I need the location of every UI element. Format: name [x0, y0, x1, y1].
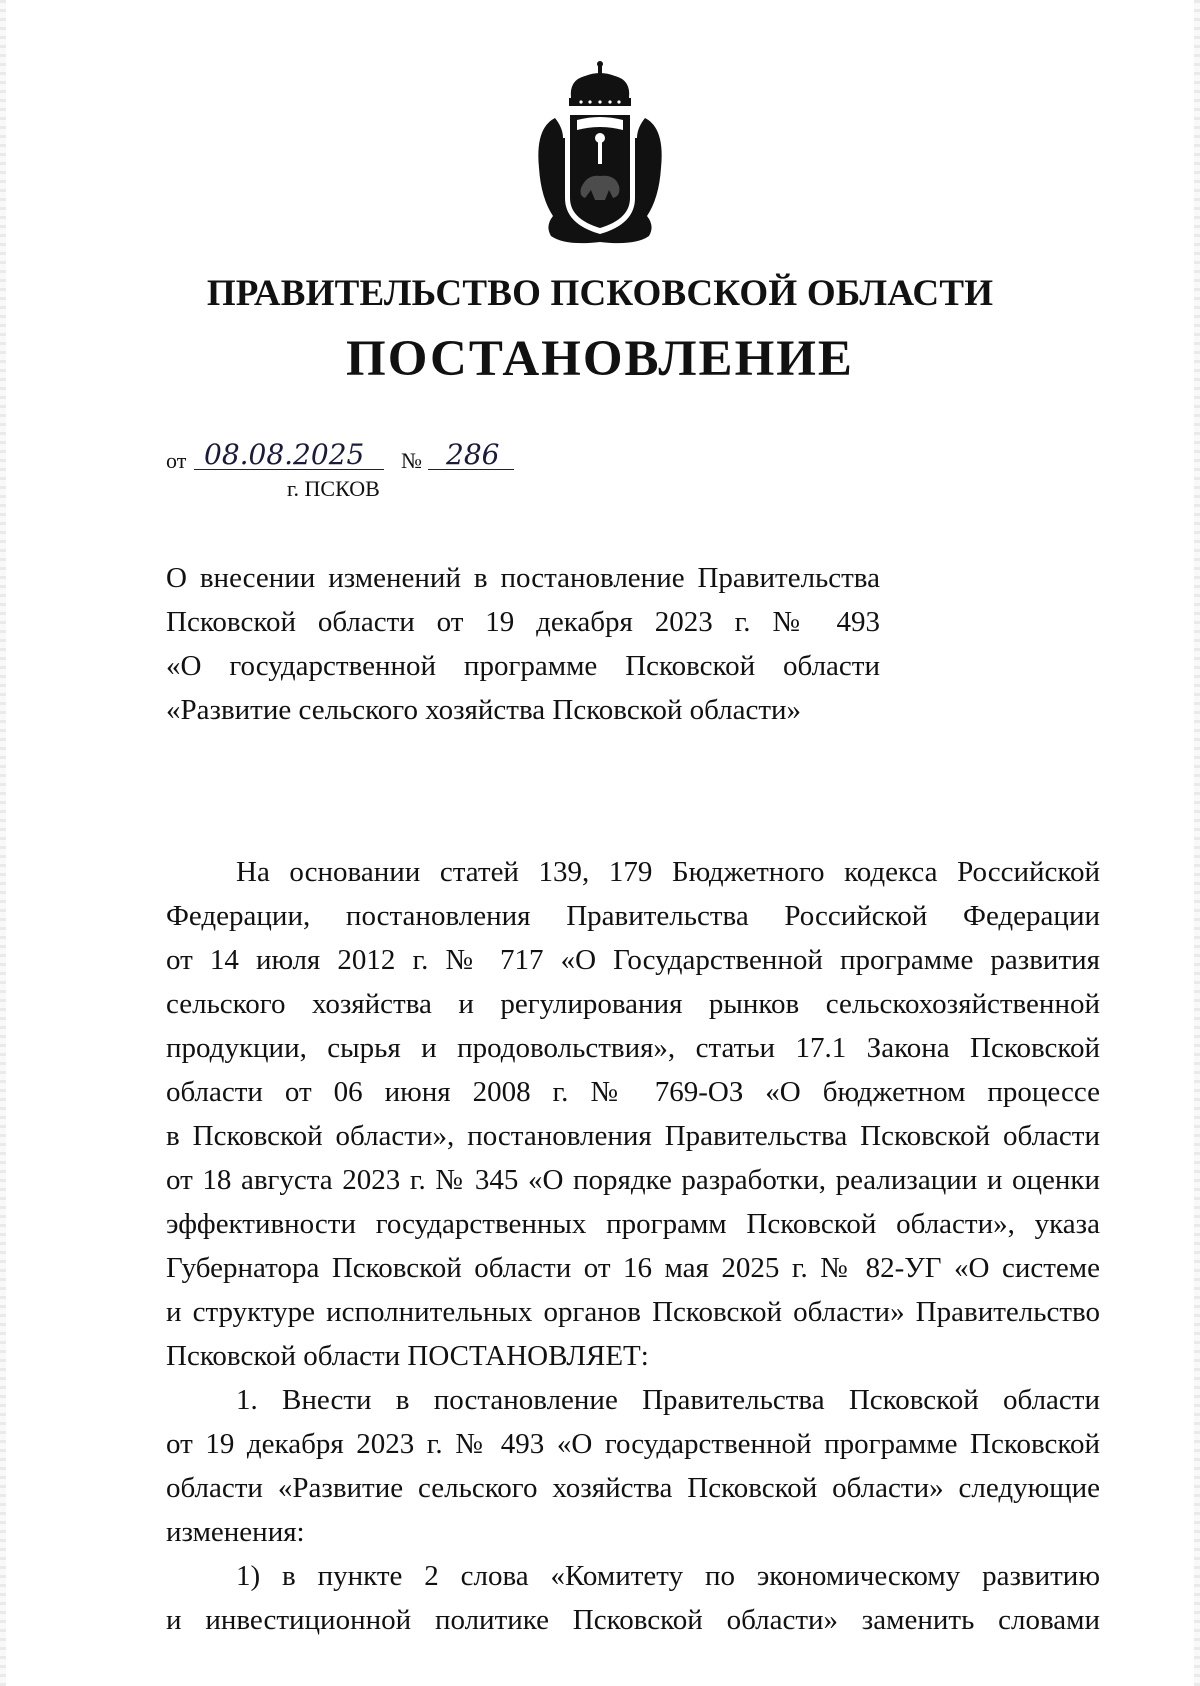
body-line: изменения:	[166, 1516, 305, 1548]
body-line: Губернатора Псковской области от 16 мая 2025 г. № 82-УГ «О системе	[166, 1252, 1100, 1284]
document-city: г. ПСКОВ	[287, 476, 380, 501]
document-body	[166, 850, 1100, 1642]
body-line: области от 06 июня 2008 г. № 769-ОЗ «О бюджетном процессе	[166, 1076, 1100, 1108]
document-meta	[166, 440, 566, 500]
body-line: 1) в пункте 2 слова «Комитету по экономическому развитию	[236, 1560, 1100, 1592]
body-line: 1. Внести в постановление Правительства Псковской области	[236, 1384, 1100, 1416]
scan-edge-left	[0, 0, 6, 1686]
document-subject	[166, 556, 880, 732]
body-line: от 19 декабря 2023 г. № 493 «О государственной программе Псковской	[166, 1428, 1100, 1460]
subject-line: «Развитие сельского хозяйства Псковской области»	[166, 694, 802, 726]
subject-line: Псковской области от 19 декабря 2023 г. № 493	[166, 606, 880, 638]
document-date: 08.08.2025	[194, 438, 384, 470]
number-label: №	[401, 448, 422, 473]
body-line: и инвестиционной политике Псковской области» заменить словами	[166, 1604, 1100, 1636]
body-line: сельского хозяйства и регулирования рынков сельскохозяйственной	[166, 988, 1100, 1020]
from-label: от	[166, 448, 187, 473]
body-line: от 18 августа 2023 г. № 345 «О порядке разработки, реализации и оценки	[166, 1164, 1100, 1196]
body-line: На основании статей 139, 179 Бюджетного кодекса Российской	[236, 856, 1100, 888]
body-line: от 14 июля 2012 г. № 717 «О Государственной программе развития	[166, 944, 1100, 976]
body-line: и структуре исполнительных органов Псковской области» Правительство	[166, 1296, 1100, 1328]
body-line: Псковской области ПОСТАНОВЛЯЕТ:	[166, 1340, 649, 1372]
body-line: Федерации, постановления Правительства Российской Федерации	[166, 900, 1100, 932]
body-line: области «Развитие сельского хозяйства Псковской области» следующие	[166, 1472, 1100, 1504]
body-line: эффективности государственных программ Псковской области», указа	[166, 1208, 1100, 1240]
scan-edge-right	[1194, 0, 1200, 1686]
coat-of-arms-icon	[525, 58, 675, 248]
subject-line: «О государственной программе Псковской области	[166, 650, 880, 682]
document-number: 286	[428, 438, 514, 470]
organization-title: ПРАВИТЕЛЬСТВО ПСКОВСКОЙ ОБЛАСТИ	[206, 273, 994, 314]
document-type-title: ПОСТАНОВЛЕНИЕ	[346, 331, 854, 387]
body-line: продукции, сырья и продовольствия», статьи 17.1 Закона Псковской	[166, 1032, 1100, 1064]
body-line: в Псковской области», постановления Правительства Псковской области	[166, 1120, 1100, 1152]
subject-line: О внесении изменений в постановление Правительства	[166, 562, 880, 594]
